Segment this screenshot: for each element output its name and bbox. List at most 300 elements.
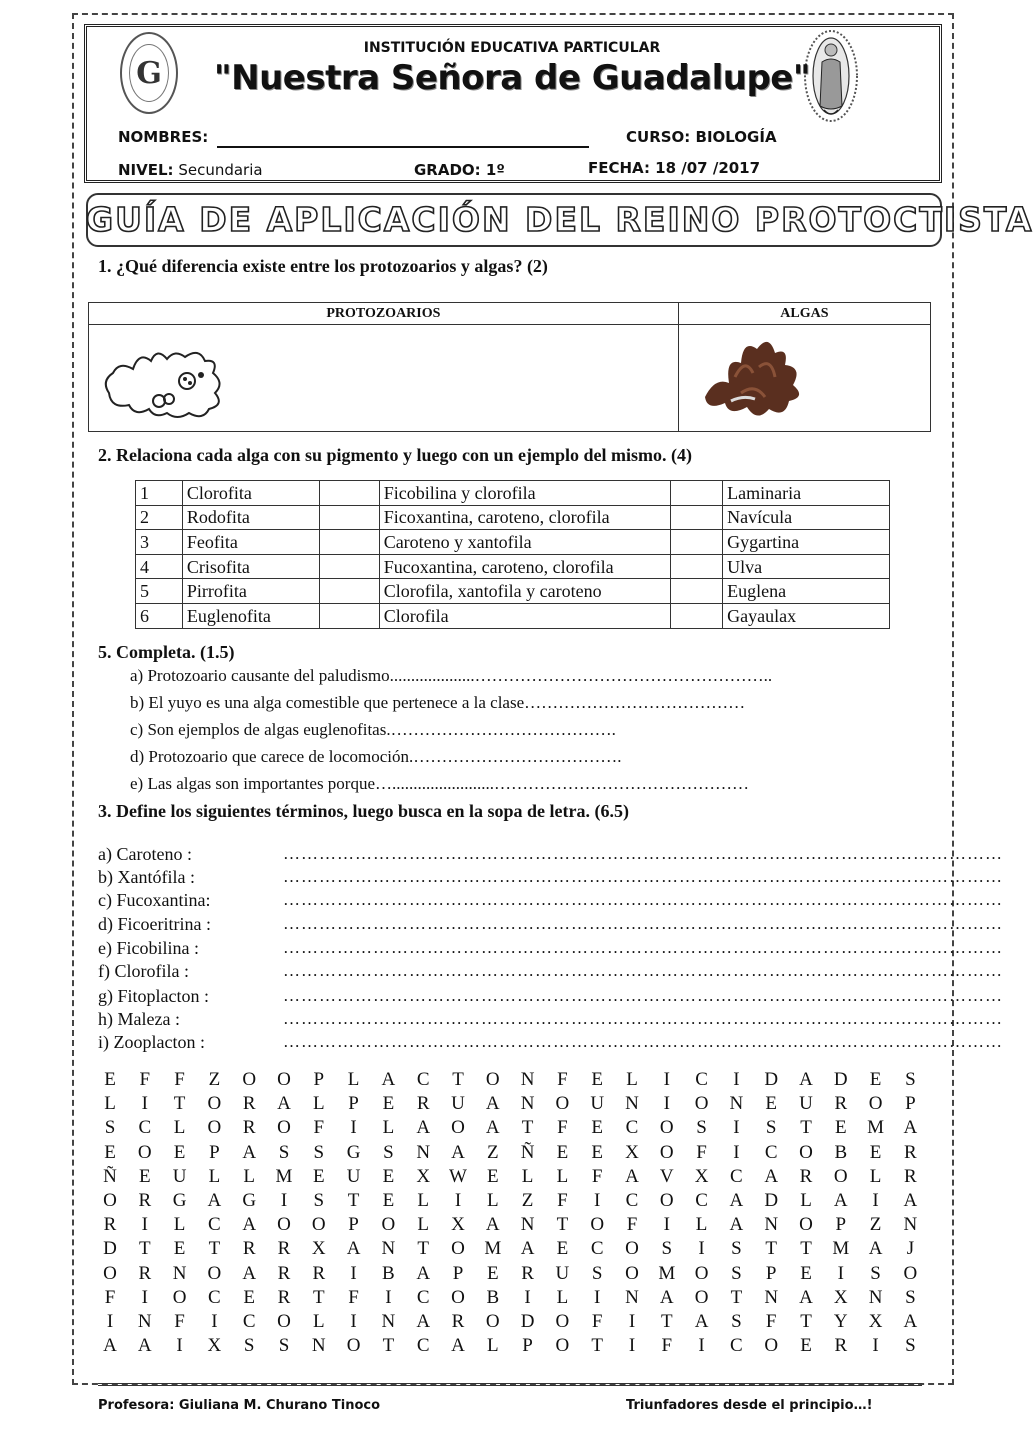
word-search-letter[interactable]: E [486, 1262, 499, 1284]
word-search-letter[interactable]: J [906, 1238, 915, 1260]
word-search-letter[interactable]: L [626, 1069, 638, 1090]
word-search-letter[interactable]: O [346, 1335, 361, 1357]
word-search-letter[interactable]: O [625, 1262, 639, 1284]
word-search-letter[interactable]: P [348, 1214, 359, 1236]
word-search-letter[interactable]: T [556, 1214, 569, 1236]
word-search-letter[interactable]: C [764, 1141, 778, 1163]
word-search-letter[interactable]: R [904, 1165, 917, 1187]
word-search-letter[interactable]: A [416, 1262, 431, 1284]
word-search-letter[interactable]: E [556, 1238, 569, 1260]
match-cell[interactable] [671, 603, 723, 628]
word-search-letter[interactable]: R [277, 1262, 291, 1284]
word-search-letter[interactable]: X [451, 1214, 465, 1236]
word-search-letter[interactable]: U [172, 1165, 187, 1187]
word-search-letter[interactable]: B [486, 1286, 500, 1308]
word-search-letter[interactable]: C [730, 1165, 743, 1187]
word-search-letter[interactable]: F [104, 1286, 116, 1308]
word-search-letter[interactable]: A [625, 1165, 639, 1187]
word-search-letter[interactable]: T [138, 1238, 151, 1260]
word-search-letter[interactable]: N [903, 1214, 918, 1236]
word-search-letter[interactable]: A [103, 1335, 117, 1357]
word-search-letter[interactable]: S [104, 1117, 116, 1139]
word-search-letter[interactable]: R [138, 1262, 152, 1284]
word-search-letter[interactable]: L [347, 1069, 360, 1090]
word-search-letter[interactable]: P [835, 1214, 847, 1236]
word-search-letter[interactable]: F [557, 1190, 568, 1211]
word-search-letter[interactable]: E [173, 1238, 186, 1260]
word-search-letter[interactable]: T [452, 1069, 464, 1090]
word-search-letter[interactable]: I [663, 1069, 670, 1090]
word-search-letter[interactable]: N [416, 1141, 431, 1163]
word-search-letter[interactable]: X [625, 1141, 639, 1163]
word-search-letter[interactable]: N [137, 1311, 152, 1332]
word-search-letter[interactable]: E [382, 1190, 395, 1211]
word-search-letter[interactable]: O [485, 1069, 500, 1090]
word-search-letter[interactable]: X [694, 1165, 709, 1187]
definition-line[interactable]: ………………………………………………………………………………………………………… [283, 961, 1003, 980]
word-search-letter[interactable]: O [903, 1262, 918, 1284]
word-search-letter[interactable]: I [628, 1311, 636, 1332]
word-search-letter[interactable]: A [799, 1069, 813, 1090]
word-search-letter[interactable]: T [417, 1238, 429, 1260]
word-search-letter[interactable]: C [695, 1069, 708, 1090]
word-search-letter[interactable]: M [832, 1238, 850, 1260]
word-search-letter[interactable]: E [382, 1093, 395, 1115]
word-search-letter[interactable]: A [659, 1286, 674, 1308]
word-search-letter[interactable]: L [382, 1117, 395, 1139]
word-search-letter[interactable]: S [731, 1238, 742, 1260]
word-search-letter[interactable]: E [104, 1069, 116, 1090]
word-search-letter[interactable]: L [243, 1165, 255, 1187]
word-search-letter[interactable]: M [658, 1262, 676, 1284]
word-search-letter[interactable]: O [277, 1117, 291, 1139]
word-search-letter[interactable]: U [346, 1165, 361, 1187]
word-search-letter[interactable]: C [242, 1311, 256, 1332]
definition-line[interactable]: ………………………………………………………………………………………………………… [283, 844, 1003, 863]
word-search-letter[interactable]: E [104, 1141, 116, 1163]
match-cell[interactable] [319, 530, 379, 555]
word-search-letter[interactable]: O [764, 1335, 779, 1357]
match-cell[interactable] [671, 579, 723, 604]
word-search-letter[interactable]: A [729, 1214, 744, 1236]
word-search-letter[interactable]: A [520, 1238, 535, 1260]
word-search-letter[interactable]: O [799, 1141, 813, 1163]
word-search-letter[interactable]: O [659, 1117, 674, 1139]
word-search-letter[interactable]: I [141, 1286, 148, 1308]
word-search-letter[interactable]: U [590, 1093, 605, 1115]
word-search-letter[interactable]: B [834, 1141, 848, 1163]
word-search-letter[interactable]: V [659, 1165, 674, 1187]
word-search-letter[interactable]: T [173, 1093, 186, 1115]
word-search-letter[interactable]: L [417, 1214, 429, 1236]
word-search-letter[interactable]: A [137, 1335, 152, 1357]
word-search-letter[interactable]: I [350, 1117, 357, 1139]
word-search-letter[interactable]: X [833, 1286, 848, 1308]
word-search-letter[interactable]: T [800, 1238, 812, 1260]
word-search-letter[interactable]: A [416, 1311, 431, 1332]
word-search-letter[interactable]: E [591, 1117, 603, 1139]
word-search-letter[interactable]: I [106, 1311, 114, 1332]
word-search-letter[interactable]: R [416, 1093, 430, 1115]
definition-line[interactable]: ………………………………………………………………………………………………………… [283, 938, 1003, 957]
word-search-letter[interactable]: N [172, 1262, 187, 1284]
word-search-letter[interactable]: I [141, 1214, 148, 1236]
word-search-letter[interactable]: E [869, 1069, 882, 1090]
word-search-letter[interactable]: A [242, 1262, 257, 1284]
word-search-letter[interactable]: F [591, 1311, 603, 1332]
match-cell[interactable] [671, 505, 723, 530]
word-search-letter[interactable]: O [555, 1093, 570, 1115]
word-search-letter[interactable]: O [311, 1214, 326, 1236]
word-search-letter[interactable]: P [452, 1262, 464, 1284]
word-search-letter[interactable]: A [416, 1117, 431, 1139]
word-search-letter[interactable]: R [834, 1093, 848, 1115]
word-search-letter[interactable]: R [242, 1117, 256, 1139]
word-search-letter[interactable]: T [660, 1311, 673, 1332]
word-search-letter[interactable]: L [521, 1165, 534, 1187]
word-search-letter[interactable]: P [905, 1093, 916, 1115]
word-search-letter[interactable]: N [520, 1093, 535, 1115]
word-search-letter[interactable]: R [138, 1190, 152, 1211]
word-search-letter[interactable]: X [868, 1311, 883, 1332]
word-search-letter[interactable]: A [694, 1311, 709, 1332]
word-search-letter[interactable]: I [663, 1214, 670, 1236]
word-search-letter[interactable]: C [625, 1190, 639, 1211]
word-search-letter[interactable]: S [278, 1141, 290, 1163]
word-search-letter[interactable]: I [385, 1286, 392, 1308]
word-search-letter[interactable]: I [280, 1190, 288, 1211]
word-search-letter[interactable]: O [451, 1286, 465, 1308]
word-search-letter[interactable]: E [765, 1093, 777, 1115]
word-search-letter[interactable]: Z [869, 1214, 882, 1236]
word-search-letter[interactable]: A [242, 1141, 257, 1163]
word-search-letter[interactable]: P [765, 1262, 777, 1284]
word-search-letter[interactable]: S [313, 1141, 325, 1163]
word-search-letter[interactable]: A [833, 1190, 848, 1211]
word-search-letter[interactable]: F [313, 1117, 325, 1139]
definition-line[interactable]: ………………………………………………………………………………………………………… [283, 914, 1003, 933]
word-search-letter[interactable]: A [868, 1238, 883, 1260]
word-search-letter[interactable]: O [381, 1214, 396, 1236]
word-search-letter[interactable]: S [905, 1069, 916, 1090]
word-search-letter[interactable]: S [313, 1190, 325, 1211]
word-search-letter[interactable]: Z [521, 1190, 534, 1211]
match-cell[interactable] [671, 554, 723, 579]
word-search-letter[interactable]: A [242, 1214, 257, 1236]
word-search-letter[interactable]: R [103, 1214, 117, 1236]
word-search-letter[interactable]: F [557, 1117, 568, 1139]
complete-item-a[interactable]: a) Protozoario causante del paludismo....................…………………………………………….. [130, 666, 773, 685]
word-search-letter[interactable]: M [484, 1238, 502, 1260]
word-search-letter[interactable]: E [312, 1165, 325, 1187]
word-search-letter[interactable]: I [733, 1069, 740, 1090]
word-search-letter[interactable]: O [625, 1238, 639, 1260]
word-search-letter[interactable]: T [347, 1190, 360, 1211]
word-search-letter[interactable]: S [905, 1286, 916, 1308]
match-cell[interactable] [319, 505, 379, 530]
word-search-letter[interactable]: A [277, 1093, 291, 1115]
nombres-field[interactable] [217, 146, 589, 148]
complete-item-b[interactable]: b) El yuyo es una alga comestible que pertenece a la clase………………………………… [130, 693, 746, 712]
word-search-letter[interactable]: N [381, 1238, 396, 1260]
word-search-letter[interactable]: T [800, 1311, 812, 1332]
word-search-letter[interactable]: S [696, 1117, 707, 1139]
word-search-letter[interactable]: R [521, 1262, 534, 1284]
word-search-letter[interactable]: R [904, 1141, 917, 1163]
match-cell[interactable] [671, 481, 723, 506]
word-search-letter[interactable]: O [659, 1190, 674, 1211]
word-search-letter[interactable]: N [381, 1311, 396, 1332]
word-search-letter[interactable]: N [729, 1093, 744, 1115]
word-search-letter[interactable]: O [137, 1141, 152, 1163]
word-search-letter[interactable]: U [799, 1093, 813, 1115]
word-search-letter[interactable]: N [764, 1286, 779, 1308]
word-search-letter[interactable]: B [382, 1262, 395, 1284]
word-search-letter[interactable]: O [277, 1069, 291, 1090]
word-search-letter[interactable]: N [868, 1286, 883, 1308]
word-search-letter[interactable]: A [729, 1190, 744, 1211]
word-search-letter[interactable]: X [416, 1165, 431, 1187]
word-search-letter[interactable]: F [557, 1069, 568, 1090]
word-search-letter[interactable]: A [346, 1238, 361, 1260]
word-search-letter[interactable]: A [451, 1335, 465, 1357]
word-search-letter[interactable]: D [103, 1238, 117, 1260]
word-search-letter[interactable]: F [174, 1069, 185, 1090]
word-search-letter[interactable]: P [348, 1093, 359, 1115]
word-search-letter[interactable]: I [628, 1335, 636, 1357]
word-search-letter[interactable]: E [591, 1141, 603, 1163]
word-search-letter[interactable]: Y [833, 1311, 848, 1332]
word-search-letter[interactable]: X [311, 1238, 326, 1260]
word-search-letter[interactable]: E [382, 1165, 395, 1187]
word-search-letter[interactable]: T [765, 1238, 777, 1260]
word-search-letter[interactable]: I [141, 1093, 148, 1115]
word-search-letter[interactable]: L [556, 1165, 569, 1187]
word-search-letter[interactable]: O [694, 1286, 709, 1308]
word-search-letter[interactable]: S [731, 1311, 742, 1332]
word-search-letter[interactable]: L [173, 1117, 186, 1139]
word-search-letter[interactable]: R [451, 1311, 465, 1332]
word-search-letter[interactable]: I [733, 1141, 740, 1163]
word-search-letter[interactable]: O [207, 1117, 222, 1139]
word-search-letter[interactable]: C [625, 1117, 639, 1139]
word-search-letter[interactable]: T [312, 1286, 325, 1308]
word-search-letter[interactable]: I [594, 1190, 601, 1211]
word-search-letter[interactable]: S [591, 1262, 603, 1284]
word-search-letter[interactable]: L [312, 1093, 325, 1115]
word-search-letter[interactable]: A [485, 1093, 500, 1115]
word-search-letter[interactable]: I [211, 1311, 218, 1332]
word-search-letter[interactable]: E [800, 1262, 812, 1284]
word-search-letter[interactable]: A [764, 1165, 779, 1187]
word-search-letter[interactable]: C [208, 1286, 221, 1308]
word-search-letter[interactable]: N [520, 1214, 535, 1236]
word-search-letter[interactable]: O [694, 1093, 709, 1115]
word-search-letter[interactable]: O [207, 1262, 222, 1284]
word-search-letter[interactable]: O [277, 1214, 291, 1236]
word-search-letter[interactable]: T [800, 1117, 812, 1139]
word-search-letter[interactable]: F [765, 1311, 777, 1332]
word-search-letter[interactable]: C [590, 1238, 604, 1260]
word-search-letter[interactable]: O [555, 1311, 570, 1332]
word-search-letter[interactable]: L [869, 1165, 882, 1187]
word-search-letter[interactable]: S [661, 1238, 673, 1260]
word-search-letter[interactable]: E [138, 1165, 151, 1187]
definition-line[interactable]: ………………………………………………………………………………………………………… [283, 1009, 1003, 1028]
word-search-letter[interactable]: A [903, 1311, 918, 1332]
word-search-letter[interactable]: F [626, 1214, 638, 1236]
word-search-letter[interactable]: F [139, 1069, 151, 1090]
word-search-letter[interactable]: N [311, 1335, 326, 1357]
word-search-letter[interactable]: Z [208, 1069, 221, 1090]
word-search-letter[interactable]: I [698, 1238, 705, 1260]
word-search-letter[interactable]: I [663, 1093, 670, 1115]
match-cell[interactable] [319, 554, 379, 579]
word-search-letter[interactable]: E [173, 1141, 186, 1163]
word-search-letter[interactable]: R [242, 1093, 256, 1115]
word-search-letter[interactable]: L [556, 1286, 569, 1308]
word-search-letter[interactable]: T [521, 1117, 534, 1139]
word-search-letter[interactable]: R [242, 1238, 256, 1260]
word-search-letter[interactable]: S [870, 1262, 881, 1284]
word-search-letter[interactable]: I [176, 1335, 183, 1357]
definition-line[interactable]: ………………………………………………………………………………………………………… [283, 1032, 1003, 1051]
word-search-letter[interactable]: F [348, 1286, 359, 1308]
definition-line[interactable]: ………………………………………………………………………………………………………… [283, 986, 1003, 1005]
word-search-letter[interactable]: F [696, 1141, 707, 1163]
word-search-letter[interactable]: O [242, 1069, 257, 1090]
word-search-letter[interactable]: I [524, 1286, 531, 1308]
word-search-letter[interactable]: A [207, 1190, 222, 1211]
word-search-letter[interactable]: O [868, 1093, 883, 1115]
word-search-letter[interactable]: C [416, 1286, 430, 1308]
word-search-letter[interactable]: L [486, 1190, 499, 1211]
word-search-letter[interactable]: N [520, 1069, 535, 1090]
word-search-letter[interactable]: N [764, 1214, 779, 1236]
word-search-letter[interactable]: E [486, 1165, 499, 1187]
word-search-letter[interactable]: L [417, 1190, 429, 1211]
word-search-letter[interactable]: I [872, 1190, 879, 1211]
word-search-letter[interactable]: M [867, 1117, 885, 1139]
word-search-letter[interactable]: O [659, 1141, 674, 1163]
word-search-letter[interactable]: O [555, 1335, 570, 1357]
word-search-letter[interactable]: A [485, 1214, 500, 1236]
word-search-letter[interactable]: G [242, 1190, 257, 1211]
word-search-letter[interactable]: S [765, 1117, 777, 1139]
word-search-letter[interactable]: X [207, 1335, 222, 1357]
match-cell[interactable] [319, 603, 379, 628]
word-search-letter[interactable]: L [173, 1214, 186, 1236]
word-search-letter[interactable]: T [591, 1335, 603, 1357]
word-search-letter[interactable]: E [800, 1335, 812, 1357]
word-search-letter[interactable]: F [661, 1335, 673, 1357]
word-search-letter[interactable]: I [454, 1190, 462, 1211]
word-search-letter[interactable]: F [174, 1311, 185, 1332]
word-search-letter[interactable]: T [730, 1286, 743, 1308]
word-search-letter[interactable]: T [208, 1238, 221, 1260]
word-search-letter[interactable]: L [486, 1335, 499, 1357]
word-search-letter[interactable]: S [243, 1335, 255, 1357]
match-cell[interactable] [671, 530, 723, 555]
word-search-letter[interactable]: R [834, 1335, 848, 1357]
word-search-letter[interactable]: S [383, 1141, 394, 1163]
word-search-letter[interactable]: C [208, 1214, 221, 1236]
word-search-letter[interactable]: N [625, 1286, 639, 1308]
definition-line[interactable]: ………………………………………………………………………………………………………… [283, 867, 1003, 886]
word-search-letter[interactable]: D [833, 1069, 848, 1090]
word-search-letter[interactable]: A [451, 1141, 465, 1163]
word-search-letter[interactable]: S [905, 1335, 916, 1357]
word-search-letter[interactable]: N [625, 1093, 639, 1115]
word-search-letter[interactable]: R [277, 1238, 291, 1260]
word-search-letter[interactable]: S [731, 1262, 742, 1284]
complete-item-d[interactable]: d) Protozoario que carece de locomoción.………………………………. [130, 747, 622, 766]
word-search-letter[interactable]: O [451, 1238, 465, 1260]
word-search-letter[interactable]: O [485, 1311, 500, 1332]
word-search-letter[interactable]: R [312, 1262, 326, 1284]
word-search-letter[interactable]: I [698, 1335, 705, 1357]
word-search-letter[interactable]: C [695, 1190, 708, 1211]
word-search-letter[interactable]: M [275, 1165, 293, 1187]
word-search-letter[interactable]: C [416, 1335, 430, 1357]
word-search-letter[interactable]: L [104, 1093, 116, 1115]
word-search-letter[interactable]: I [350, 1311, 357, 1332]
word-search-letter[interactable]: P [313, 1069, 325, 1090]
word-search-letter[interactable]: O [277, 1311, 291, 1332]
word-search-letter[interactable]: A [799, 1286, 813, 1308]
word-search-letter[interactable]: G [346, 1141, 361, 1163]
definition-line[interactable]: ………………………………………………………………………………………………………… [283, 890, 1003, 909]
word-search-letter[interactable]: O [590, 1214, 605, 1236]
word-search-letter[interactable]: R [799, 1165, 813, 1187]
word-search-letter[interactable]: T [382, 1335, 395, 1357]
word-search-letter[interactable]: C [138, 1117, 152, 1139]
complete-item-e[interactable]: e) Las algas son importantes porque…........................……………………………………… [130, 774, 750, 793]
word-search-letter[interactable]: G [172, 1190, 187, 1211]
word-search-letter[interactable]: Z [486, 1141, 499, 1163]
word-search-letter[interactable]: A [485, 1117, 500, 1139]
word-search-letter[interactable]: E [834, 1117, 847, 1139]
word-search-letter[interactable]: I [350, 1262, 357, 1284]
word-search-letter[interactable]: P [209, 1141, 220, 1163]
word-search-letter[interactable]: D [764, 1069, 779, 1090]
word-search-letter[interactable]: O [833, 1165, 848, 1187]
word-search-letter[interactable]: P [522, 1335, 533, 1357]
word-search-letter[interactable]: A [903, 1190, 918, 1211]
complete-item-c[interactable]: c) Son ejemplos de algas euglenofitas.…………………………………. [130, 720, 616, 739]
word-search-letter[interactable]: E [869, 1141, 882, 1163]
word-search-letter[interactable]: C [730, 1335, 743, 1357]
word-search-letter[interactable]: E [556, 1141, 569, 1163]
word-search-letter[interactable]: D [520, 1311, 535, 1332]
word-search-letter[interactable]: S [278, 1335, 290, 1357]
word-search-letter[interactable]: I [594, 1286, 601, 1308]
word-search-letter[interactable]: O [694, 1262, 709, 1284]
word-search-letter[interactable]: R [277, 1286, 291, 1308]
word-search-letter[interactable]: I [872, 1335, 879, 1357]
word-search-letter[interactable]: L [695, 1214, 708, 1236]
word-search-letter[interactable]: Ñ [103, 1165, 117, 1187]
word-search-letter[interactable]: E [591, 1069, 603, 1090]
word-search-letter[interactable]: O [103, 1262, 117, 1284]
word-search-letter[interactable]: O [172, 1286, 187, 1308]
word-search-letter[interactable]: D [764, 1190, 779, 1211]
word-search-letter[interactable]: L [800, 1190, 812, 1211]
word-search-letter[interactable]: W [449, 1165, 467, 1187]
word-search-letter[interactable]: U [451, 1093, 465, 1115]
match-cell[interactable] [319, 481, 379, 506]
word-search-letter[interactable]: L [208, 1165, 221, 1187]
